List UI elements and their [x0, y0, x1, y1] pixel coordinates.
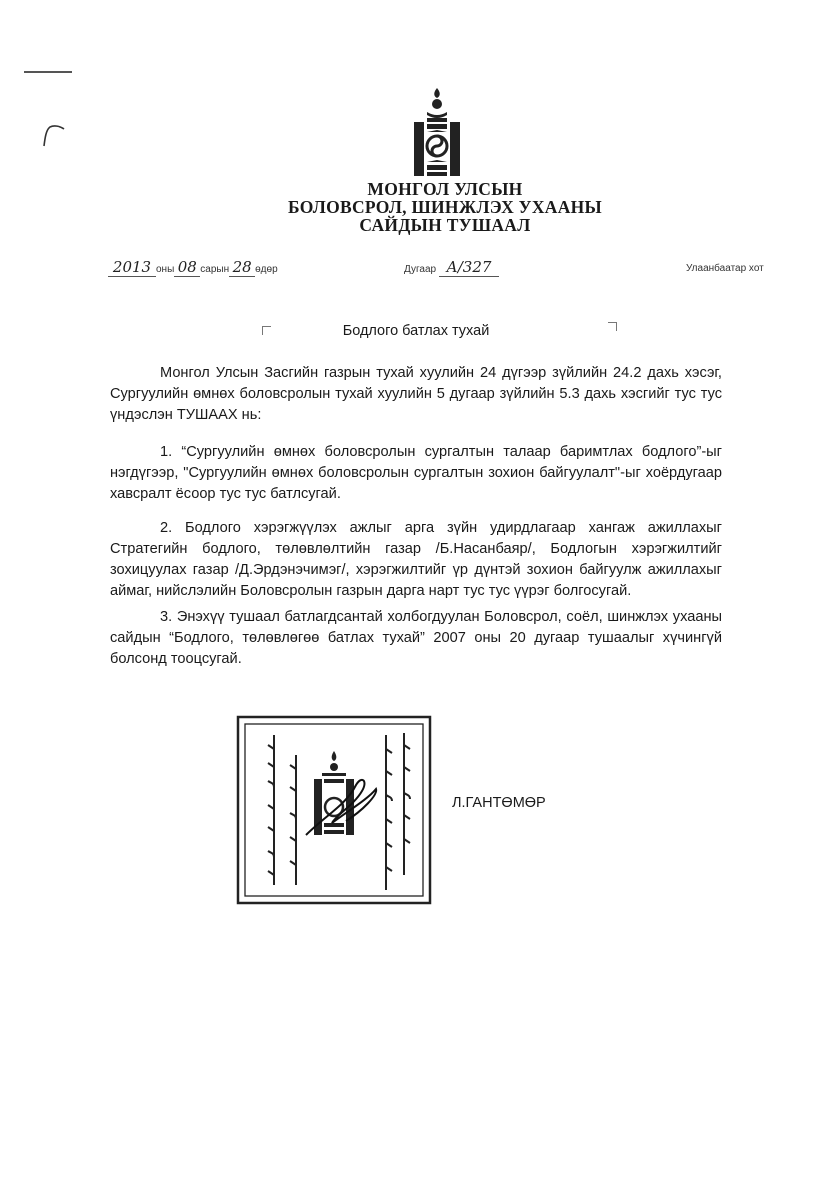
order-number-value: А/327: [439, 258, 499, 277]
intro-paragraph: Монгол Улсын Засгийн газрын тухай хуулийн 24 дүгээр зүйлийн 24.2 дахь хэсэг, Сургуулийн өмнөх боловсролын тухай хуулийн 5 дугаар зүйлийн 5.3 дахь хэсгийг тус тус үндэслэн ТУШААХ нь:: [110, 365, 722, 423]
signer-name: Л.ГАНТӨМӨР: [452, 795, 546, 811]
order-number: [404, 258, 499, 277]
order-item-1: 1. “Сургуулийн өмнөх боловсролын сургалтын талаар баримтлах бодлого”-ыг нэгдүгээр, "Сургуулийн өмнөх боловсролын сургалтын зохион байгуулалт"-ыг хоёрдугаар хавсралт ёсоор тус тус батлсугай.: [110, 444, 722, 502]
order-item-2: 2. Бодлого хэрэгжүүлэх ажлыг арга зүйн удирдлагаар хангаж ажиллахыг Стратегийн бодлого, төлөвлөлтийн газар /Б.Насанбаяр/, Бодлогын хэрэгжилтийг зохицуулах газар /Д.Эрдэнэчимэг/, хэрэгжилтийг үр дүнтэй зохион байгуулж ажиллахыг аймаг, нийслэлийн Боловсролын газрын дарга нарт тус тус үүрэг болгосугай.: [110, 520, 722, 599]
date-year: 2013: [108, 258, 156, 277]
date-month-label: сарын: [200, 264, 230, 275]
soyombo-emblem-icon: [412, 86, 462, 178]
order-item-3: 3. Энэхүү тушаал батлагдсантай холбогдуулан Боловсрол, соёл, шинжлэх ухааны сайдын “Бодлого, төлөвлөгөө батлах тухай” 2007 оны 20 дугаар тушаалыг хүчингүй болсонд тооцсугай.: [110, 609, 722, 667]
ministry-line-3: САЙДЫН ТУШААЛ: [359, 215, 531, 235]
date-month: 08: [174, 258, 200, 277]
official-seal-stamp: [236, 715, 432, 905]
order-date: [108, 258, 278, 277]
handwritten-mark: [38, 118, 70, 150]
order-number-label: Дугаар: [404, 264, 437, 275]
date-day: 28: [229, 258, 255, 277]
date-day-label: өдөр: [255, 264, 278, 275]
ministry-line-2: БОЛОВСРОЛ, ШИНЖЛЭХ УХААНЫ: [287, 197, 603, 217]
order-place: Улаанбаатар хот: [686, 263, 764, 274]
date-year-label: оны: [156, 264, 175, 275]
ministry-line-1: МОНГОЛ УЛСЫН: [367, 179, 523, 199]
scan-artifact-line: [24, 71, 72, 73]
document-title: Бодлого батлах тухай: [342, 323, 490, 339]
